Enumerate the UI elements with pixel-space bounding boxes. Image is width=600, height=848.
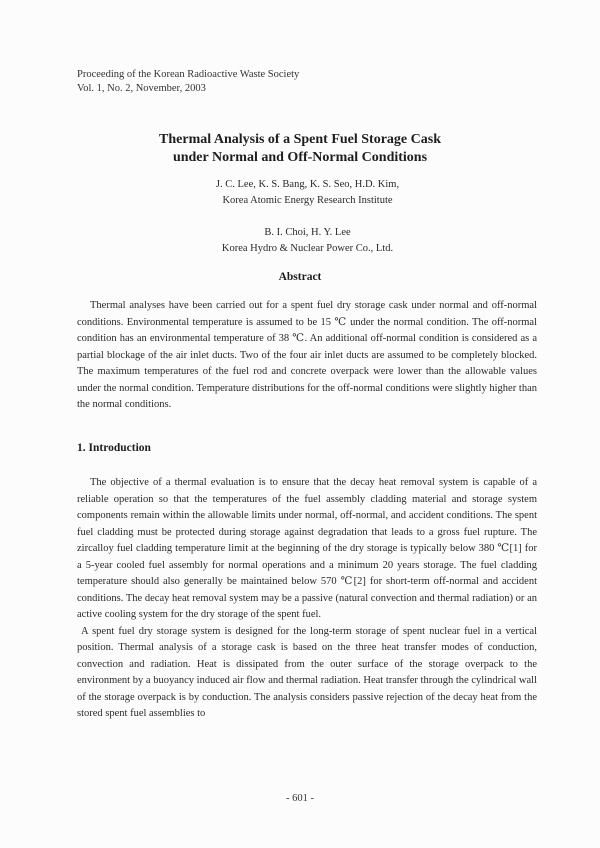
author-names: B. I. Choi, H. Y. Lee xyxy=(264,227,351,238)
abstract-text: Thermal analyses have been carried out for a spent fuel dry storage cask under normal and off-normal conditions. Environmental temperature is assumed to be 15 ℃ under the normal condition. The off-normal condition has an environmental temperature of 38 ℃. An additional off-normal condition is considered as a partial blockage of the air inlet ducts. Two of the four air inlet ducts are assumed to be completely blocked. The maximum temperatures of the fuel rod and concrete overpack were lower than the allowable values under the normal condition. Temperature distributions for the off-normal conditions were slightly higher than the normal conditions. xyxy=(77,300,537,410)
paper-title xyxy=(0,131,600,167)
abstract-body xyxy=(77,298,537,414)
intro-paragraph-2: A spent fuel dry storage system is designed for the long-term storage of spent nuclear fuel in a vertical position. Thermal analysis of a storage cask is based on the three heat transfer modes of conduction, convection and radiation. Heat is dissipated from the outer surface of the storage overpack to the environment by a buoyancy induced air flow and thermal radiation. Heat transfer through the cylindrical wall of the storage overpack is by conduction. The analysis considers passive rejection of the decay heat from the stored spent fuel assemblies to xyxy=(77,625,537,719)
introduction-body xyxy=(77,475,537,723)
intro-paragraph-1: The objective of a thermal evaluation is to ensure that the decay heat removal system is capable of a reliable operation so that the temperatures of the fuel assembly cladding material and storage system components remain within the allowable limits under normal, off-normal, and accident conditions. The spent fuel cladding must be protected during storage against degradation that leads to a gross fuel rupture. The zircalloy fuel cladding temperature limit at the beginning of the dry storage is typically below 380 ℃[1] for a 5-year cooled fuel assembly for normal operations and a minimum 20 years storage. The fuel cladding temperature should also generally be maintained below 570 ℃[2] for short-term off-normal and accident conditions. The decay heat removal system may be a passive (natural convection and thermal radiation) or an active cooling system for the dry storage of the spent fuel. xyxy=(77,477,537,620)
page-number: - 601 - xyxy=(286,793,314,804)
section-heading-introduction: 1. Introduction xyxy=(77,442,151,454)
author-affiliation: Korea Hydro & Nuclear Power Co., Ltd. xyxy=(221,243,394,254)
title-line-2: under Normal and Off-Normal Conditions xyxy=(172,150,428,165)
author-block-1 xyxy=(0,177,600,209)
author-block-2 xyxy=(0,225,600,257)
author-names: J. C. Lee, K. S. Bang, K. S. Seo, H.D. Kim, xyxy=(215,179,400,190)
title-line-1: Thermal Analysis of a Spent Fuel Storage Cask xyxy=(159,132,441,147)
abstract-heading: Abstract xyxy=(278,271,322,283)
journal-volume: Vol. 1, No. 2, November, 2003 xyxy=(77,83,206,94)
journal-header xyxy=(77,68,299,96)
journal-name: Proceeding of the Korean Radioactive Waste Society xyxy=(77,69,300,80)
author-affiliation: Korea Atomic Energy Research Institute xyxy=(222,195,393,206)
